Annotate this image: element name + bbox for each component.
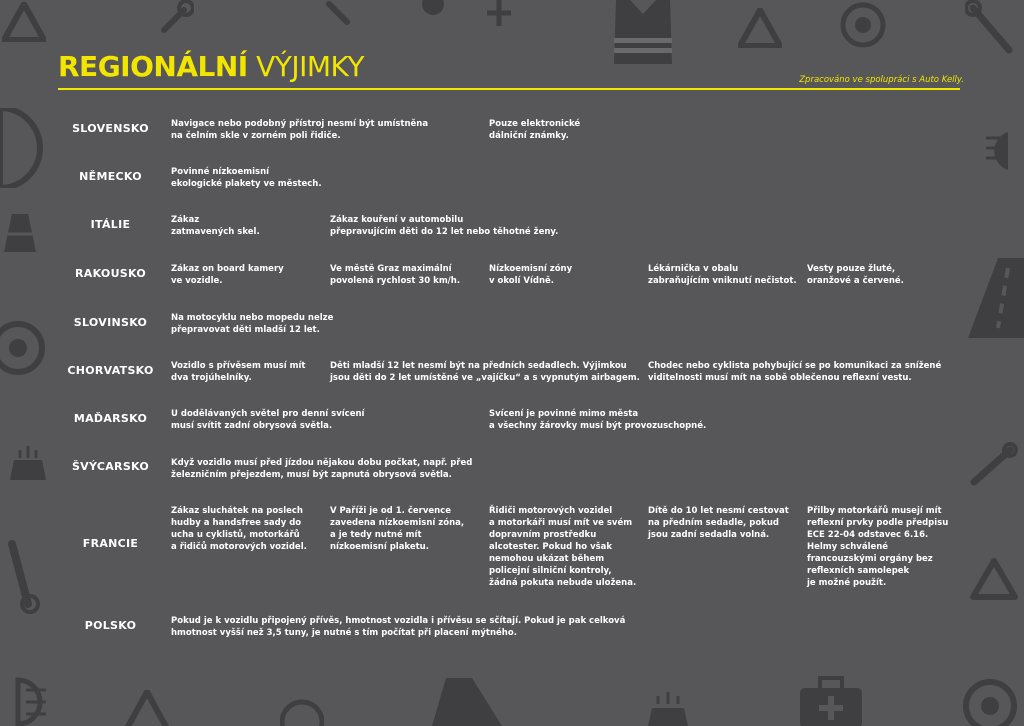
country-label: SLOVINSKO: [73, 316, 148, 329]
headlight-icon: [0, 676, 50, 726]
country-label: NĚMECKO: [79, 170, 142, 183]
rule-text: Zákaz zatmavených skel.: [171, 215, 260, 237]
title-bold: REGIONÁLNÍ: [58, 50, 248, 83]
country-label: SLOVENSKO: [72, 122, 149, 135]
title-light: VÝJIMKY: [256, 50, 364, 83]
rule-text: Chodec nebo cyklista pohybující se po komunikaci za snížené viditelnosti musí mít na sobě oblečenou reflexní vestu.: [648, 361, 942, 383]
country-label: RAKOUSKO: [75, 267, 146, 280]
credit-note: Zpracováno ve spolupráci s Auto Kelly.: [799, 75, 964, 85]
rule-text: Když vozidlo musí před jízdou nějakou dobu počkat, např. před železničním přejezdem, musí být zapnutá obrysová světla.: [171, 458, 473, 480]
wrench-icon: [968, 442, 1018, 488]
tire-icon: [960, 676, 1020, 726]
road-icon: [432, 678, 502, 726]
country-label: FRANCIE: [82, 537, 139, 550]
car-wash-icon: [648, 690, 688, 726]
road-icon: [4, 214, 36, 252]
rule-text: Řidiči motorových vozidel a motorkáři musí mít ve svém dopravním prostředku alcotester. Pokud ho však nemohou ukázat během policejní silniční kontroly, žádná pokuta nebude uložena.: [489, 506, 637, 588]
rule-text: Dítě do 10 let nesmí cestovat na předním sedadle, pokud jsou zadní sedadla volná.: [648, 506, 789, 540]
tire-icon: [280, 696, 324, 726]
rule-text: Na motocyklu nebo mopedu nelze přepravovat děti mladší 12 let.: [171, 313, 334, 335]
country-label: MAĎARSKO: [73, 412, 148, 425]
country-label: POLSKO: [84, 619, 137, 632]
rule-text: Vesty pouze žluté, oranžové a červené.: [807, 264, 904, 286]
rule-text: Pouze elektronické dálniční známky.: [489, 119, 581, 141]
warning-triangle-icon: [970, 558, 1018, 600]
wrench-icon: [158, 0, 194, 34]
rule-text: Navigace nebo podobný přístroj nesmí být umístněna na čelním skle v zorném poli řidiče.: [171, 119, 429, 141]
warning-triangle-icon: [738, 8, 782, 48]
tire-icon: [840, 2, 886, 48]
first-aid-kit-icon: [796, 676, 866, 726]
country-label: ŠVÝCARSKO: [71, 460, 150, 473]
rule-text: Pokud je k vozidlu připojený přívěs, hmotnost vozidla i přívěsu se sčítají. Pokud je pak celková hmotnost vyšší než 3,5 tuny, je nutné s tím počítat při placení mýtného.: [171, 616, 626, 638]
car-wash-icon: [8, 446, 48, 482]
wrench-icon: [0, 540, 46, 614]
rule-text: Zákaz on board kamery ve vozidle.: [171, 264, 284, 286]
warning-triangle-icon: [122, 690, 172, 726]
country-label: ITÁLIE: [90, 218, 131, 231]
hazard-vest-icon: [608, 0, 678, 64]
rule-text: Svícení je povinné mimo města a všechny žárovky musí být provozuschopné.: [489, 409, 707, 431]
rule-text: V Paříži je od 1. července zavedena nízkoemisní zóna, a je tedy nutné mít nízkoemisní plaketu.: [330, 506, 465, 552]
warning-triangle-icon: [2, 2, 46, 42]
rule-text: Zákaz sluchátek na poslech hudby a handsfree sady do ucha u cyklistů, motorkářů a řidičů motorových vozidel.: [171, 506, 307, 552]
rule-text: Zákaz kouření v automobilu přepravujícím děti do 12 let nebo těhotné ženy.: [330, 215, 559, 237]
page-title: [58, 50, 364, 84]
rule-text: Ve městě Graz maximální povolená rychlost 30 km/h.: [330, 264, 461, 286]
title-underline: [58, 88, 960, 90]
bulb-icon: [484, 0, 514, 28]
headlight-icon: [0, 108, 44, 188]
rule-text: Děti mladší 12 let nesmí být na předních sedadlech. Výjimkou jsou děti do 2 let umístěné ve „vajíčku“ a s vypnutým airbagem.: [330, 361, 640, 383]
rule-text: Přilby motorkářů musejí mít reflexní prvky podle předpisu ECE 22-04 odstavec 6.16. Helmy schválené francouzskými orgány bez reflexních samolepek je možné použít.: [807, 506, 949, 588]
rule-text: Povinné nízkoemisní ekologické plakety ve městech.: [171, 167, 322, 189]
tire-icon: [420, 0, 446, 20]
rule-text: U dodělávaných světel pro denní svícení musí svítit zadní obrysová světla.: [171, 409, 365, 431]
wrench-icon: [325, 0, 355, 26]
country-label: CHORVATSKO: [67, 364, 154, 377]
rule-text: Nízkoemisní zóny v okolí Vídně.: [489, 264, 573, 286]
road-icon: [968, 258, 1024, 338]
headlight-icon: [984, 128, 1024, 174]
rule-text: Lékárnička v obalu zabraňujícím vniknutí nečistot.: [648, 264, 797, 286]
rule-text: Vozidlo s přívěsem musí mít dva trojúhelníky.: [171, 361, 306, 383]
wrench-icon: [965, 0, 1019, 56]
tire-icon: [0, 320, 46, 376]
